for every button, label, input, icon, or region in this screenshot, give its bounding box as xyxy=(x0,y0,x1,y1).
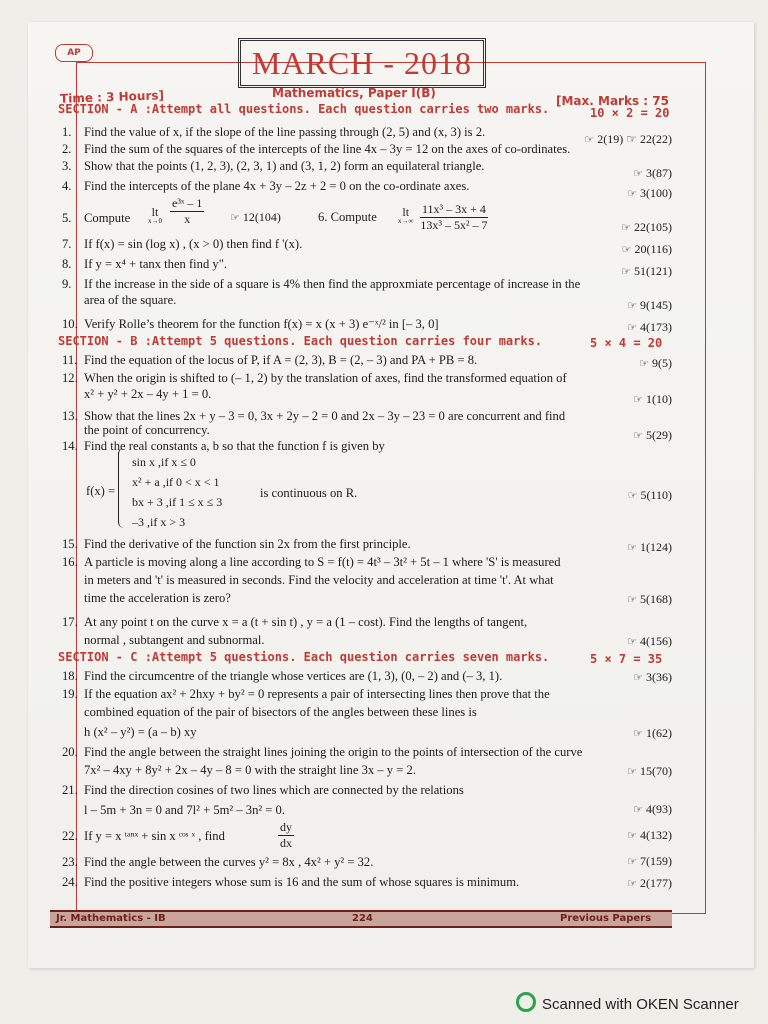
section-b-heading: SECTION - B :Attempt 5 questions. Each question carries four marks. xyxy=(58,334,543,348)
question-10: 10. Verify Rolle’s theorem for the function f(x) = x (x + 3) e⁻ˣ/² in [– 3, 0] xyxy=(62,317,439,331)
paper-label: Mathematics, Paper I(B) xyxy=(272,86,436,100)
footer-section: Previous Papers xyxy=(560,913,652,924)
pointing-hand-icon: ☞ xyxy=(633,727,643,740)
pointing-hand-icon: ☞ xyxy=(584,133,595,146)
q6-fraction: $\frac{\text{11x³ – 3x + 4}}{\text{13x³ – 5x² – 7}}$ xyxy=(420,202,488,232)
question-21: 21. Find the direction cosines of two lines which are connected by the relations xyxy=(62,783,464,797)
q14-tail: is continuous on R. xyxy=(260,486,358,500)
q6-limit: lt x→∞ xyxy=(398,205,414,225)
q14-cases: sin x ,if x ≤ 0 x² + a ,if 0 < x < 1 bx + 3 ,if 1 ≤ x ≤ 3 –3 ,if x > 3 xyxy=(132,455,223,529)
question-16: 16. A particle is moving along a line according to S = f(t) = 4t³ – 3t² + 5t – 1 where 'S' is measured xyxy=(62,555,561,569)
pointing-hand-icon: ☞ xyxy=(621,221,631,234)
pointing-hand-icon: ☞ xyxy=(627,855,637,868)
question-20-line2: 7x² – 4xy + 8y² + 2x – 4y – 8 = 0 with the straight line 3x – y = 2. xyxy=(84,763,416,777)
question-13-ref: ☞ 5(29) xyxy=(633,428,672,442)
scanner-watermark: Scanned with OKEN Scanner xyxy=(516,992,739,1013)
q22-derivative: $\frac{dy}{dx}$ xyxy=(280,820,292,850)
question-9-line2: area of the square. xyxy=(84,293,177,307)
time-label: Time : 3 Hours] xyxy=(59,88,165,106)
pointing-hand-icon: ☞ xyxy=(627,829,637,842)
question-8-ref: ☞ 51(121) xyxy=(621,264,672,278)
question-13-line2: the point of concurrency. xyxy=(84,423,210,437)
question-7-ref: ☞ 20(116) xyxy=(621,242,672,256)
section-c-marks: 5 × 7 = 35 xyxy=(590,652,663,666)
pointing-hand-icon: ☞ xyxy=(633,167,643,180)
question-5-ref: ☞ 12(104) xyxy=(230,210,281,224)
question-6-ref: ☞ 22(105) xyxy=(621,220,672,234)
question-20: 20. Find the angle between the straight lines joining the origin to the points of intersection of the curve xyxy=(62,745,583,759)
question-3: 3. Show that the points (1, 2, 3), (2, 3, 1) and (3, 1, 2) form an equilateral triangle. xyxy=(62,159,485,173)
question-21-ref: ☞ 4(93) xyxy=(633,802,672,816)
question-8: 8. If y = x⁴ + tanx then find y". xyxy=(62,257,228,271)
section-a-heading: SECTION - A :Attempt all questions. Each question carries two marks. xyxy=(58,102,550,116)
question-18: 18. Find the circumcentre of the triangle whose vertices are (1, 3), (0, – 2) and (– 3, 1). xyxy=(62,669,503,683)
question-24: 24. Find the positive integers whose sum is 16 and the sum of whose squares is minimum. xyxy=(62,875,520,889)
ap-logo: AP xyxy=(55,44,93,62)
question-11-ref: ☞ 9(5) xyxy=(639,356,672,370)
question-17: 17. At any point t on the curve x = a (t + sin t) , y = a (1 – cost). Find the lengths of tangent, xyxy=(62,615,528,629)
question-19-ref: ☞ 1(62) xyxy=(633,726,672,740)
q5-limit: lt x→0 xyxy=(148,205,162,225)
pointing-hand-icon: ☞ xyxy=(639,357,649,370)
pointing-hand-icon: ☞ xyxy=(621,243,632,256)
page-footer xyxy=(50,910,672,928)
question-5: 5. Compute xyxy=(62,211,131,225)
pointing-hand-icon: ☞ xyxy=(621,265,631,278)
question-16-line3: time the acceleration is zero? xyxy=(84,591,231,605)
question-14-ref: ☞ 5(110) xyxy=(627,488,672,502)
question-14: 14. Find the real constants a, b so that the function f is given by xyxy=(62,439,385,453)
exam-title: MARCH - 2018 xyxy=(251,44,472,81)
section-c-heading: SECTION - C :Attempt 5 questions. Each question carries seven marks. xyxy=(58,650,550,664)
question-1: 1. Find the value of x, if the slope of the line passing through (2, 5) and (x, 3) is 2. xyxy=(62,125,486,139)
q14-fx: f(x) = xyxy=(86,484,116,498)
footer-page-number: 224 xyxy=(352,913,373,924)
pointing-hand-icon: ☞ xyxy=(627,489,638,502)
question-9: 9. If the increase in the side of a square is 4% then find the approxmiate percentage of increase in the xyxy=(62,277,581,291)
question-20-ref: ☞ 15(70) xyxy=(627,764,672,778)
pointing-hand-icon: ☞ xyxy=(627,299,637,312)
question-2: 2. Find the sum of the squares of the intercepts of the line 4x – 3y = 12 on the axes of co-ordinates. xyxy=(62,142,571,156)
pointing-hand-icon: ☞ xyxy=(627,635,637,648)
pointing-hand-icon: ☞ xyxy=(230,211,240,224)
question-16-ref: ☞ 5(168) xyxy=(627,592,672,606)
question-23: 23. Find the angle between the curves y² = 8x , 4x² + y² = 32. xyxy=(62,855,374,869)
pointing-hand-icon: ☞ xyxy=(627,593,637,606)
question-12-ref: ☞ 1(10) xyxy=(633,392,672,406)
question-3-ref: ☞ 3(87) xyxy=(633,166,672,180)
question-17-ref: ☞ 4(156) xyxy=(627,634,672,648)
question-7: 7. If f(x) = sin (log x) , (x > 0) then find f '(x). xyxy=(62,237,303,251)
question-15: 15. Find the derivative of the function sin 2x from the first principle. xyxy=(62,537,411,551)
question-16-line2: in meters and 't' is measured in seconds. Find the velocity and acceleration at time 't'. At what xyxy=(84,573,554,587)
pointing-hand-icon: ☞ xyxy=(633,393,643,406)
section-a-marks: 10 × 2 = 20 xyxy=(590,106,670,120)
pointing-hand-icon: ☞ xyxy=(627,541,637,554)
question-1-ref: ☞ 2(19) ☞ 22(22) xyxy=(584,132,672,146)
question-10-ref: ☞ 4(173) xyxy=(627,320,672,334)
question-18-ref: ☞ 3(36) xyxy=(633,670,672,684)
pointing-hand-icon: ☞ xyxy=(627,187,637,200)
oken-logo-icon xyxy=(516,992,536,1012)
question-24-ref: ☞ 2(177) xyxy=(627,876,672,890)
section-b-marks: 5 × 4 = 20 xyxy=(590,336,663,350)
max-marks-label: [Max. Marks : 75 xyxy=(556,94,669,108)
pointing-hand-icon: ☞ xyxy=(627,877,637,890)
q5-fraction: $\frac{\text{e³ˣ – 1}}{x}$ xyxy=(172,196,203,226)
question-6: 6. Compute xyxy=(318,210,377,224)
question-22: 22. If y = x ᵗᵃⁿˣ + sin x ᶜᵒˢ ˣ , find xyxy=(62,829,225,843)
question-4-ref: ☞ 3(100) xyxy=(627,186,672,200)
question-19-line3: h (x² – y²) = (a – b) xy xyxy=(84,725,197,739)
question-23-ref: ☞ 7(159) xyxy=(627,854,672,868)
question-4: 4. Find the intercepts of the plane 4x + 3y – 2z + 2 = 0 on the co-ordinate axes. xyxy=(62,179,470,193)
pointing-hand-icon: ☞ xyxy=(627,321,637,334)
question-19-line2: combined equation of the pair of bisectors of the angles between these lines is xyxy=(84,705,477,719)
question-12: 12. When the origin is shifted to (– 1, 2) by the translation of axes, find the transformed equation of xyxy=(62,371,567,385)
question-9-ref: ☞ 9(145) xyxy=(627,298,672,312)
pointing-hand-icon: ☞ xyxy=(633,671,643,684)
exam-title-box xyxy=(238,38,486,88)
question-12-line2: x² + y² + 2x – 4y + 1 = 0. xyxy=(84,387,212,401)
question-21-line2: l – 5m + 3n = 0 and 7l² + 5m² – 3n² = 0. xyxy=(84,803,286,817)
q14-brace xyxy=(118,448,129,528)
question-22-ref: ☞ 4(132) xyxy=(627,828,672,842)
question-19: 19. If the equation ax² + 2hxy + by² = 0 represents a pair of intersecting lines then prove that the xyxy=(62,687,550,701)
footer-book-title: Jr. Mathematics - IB xyxy=(56,913,166,924)
question-11: 11. Find the equation of the locus of P, if A = (2, 3), B = (2, – 3) and PA + PB = 8. xyxy=(62,353,478,367)
question-15-ref: ☞ 1(124) xyxy=(627,540,672,554)
pointing-hand-icon: ☞ xyxy=(627,765,637,778)
question-13: 13. Show that the lines 2x + y – 3 = 0, 3x + 2y – 2 = 0 and 2x – 3y – 23 = 0 are concurrent and find xyxy=(62,409,566,423)
pointing-hand-icon: ☞ xyxy=(633,803,643,816)
pointing-hand-icon: ☞ xyxy=(633,429,643,442)
question-17-line2: normal , subtangent and subnormal. xyxy=(84,633,265,647)
